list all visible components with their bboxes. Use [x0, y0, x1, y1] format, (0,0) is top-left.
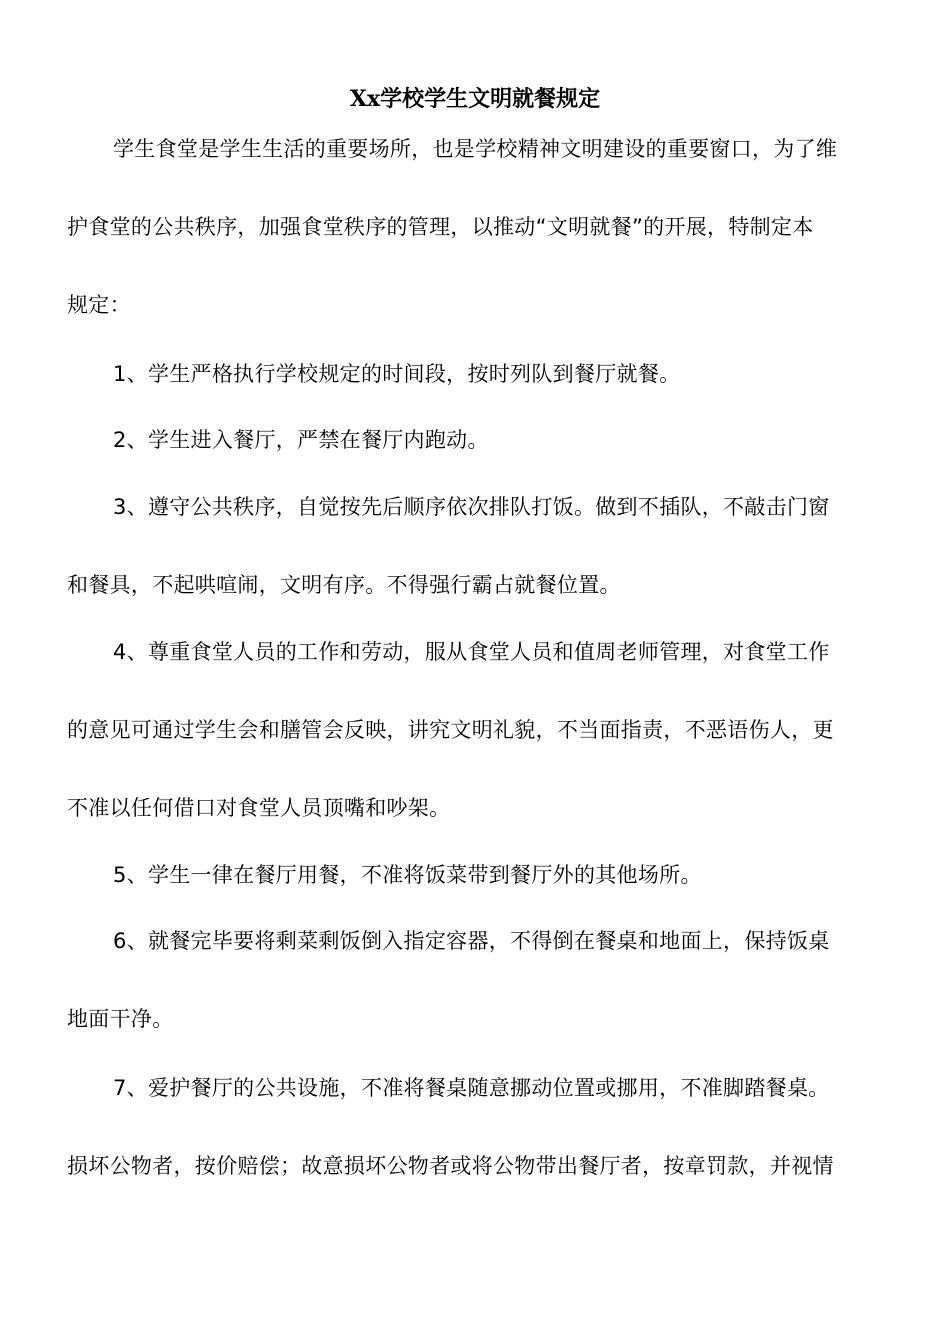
intro-line: 护食堂的公共秩序，加强食堂秩序的管理，以推动“文明就餐”的开展，特制定本 [67, 215, 814, 239]
rule-line: 2、学生进入餐厅，严禁在餐厅内跑动。 [113, 428, 489, 452]
rule-line: 1、学生严格执行学校规定的时间段，按时列队到餐厅就餐。 [113, 362, 681, 386]
rule-line: 5、学生一律在餐厅用餐，不准将饭菜带到餐厅外的其他场所。 [113, 863, 702, 887]
rule-line: 损坏公物者，按价赔偿；故意损坏公物者或将公物带出餐厅者，按章罚款，并视情 [67, 1154, 834, 1178]
rule-6 [67, 924, 883, 1080]
intro-paragraph [67, 132, 883, 366]
intro-line: 规定： [67, 293, 131, 317]
rule-line: 和餐具，不起哄喧闹，文明有序。不得强行霸占就餐位置。 [67, 573, 621, 597]
document-title: Xx学校学生文明就餐规定 [349, 86, 601, 112]
rule-2 [67, 423, 883, 457]
rule-7 [67, 1071, 883, 1227]
rule-line: 地面干净。 [67, 1007, 174, 1031]
rule-1 [67, 357, 883, 391]
intro-line: 学生食堂是学生生活的重要场所，也是学校精神文明建设的重要窗口，为了维 [113, 137, 838, 161]
rule-line: 3、遵守公共秩序，自觉按先后顺序依次排队打饭。做到不插队，不敲击门窗 [113, 495, 830, 519]
rule-line: 的意见可通过学生会和膳管会反映，讲究文明礼貌，不当面指责，不恶语伤人，更 [67, 718, 834, 742]
rule-4 [67, 635, 883, 869]
rule-5 [67, 858, 883, 892]
rule-line: 7、爱护餐厅的公共设施，不准将餐桌随意挪动位置或挪用，不准脚踏餐桌。 [113, 1076, 830, 1100]
rule-line: 4、尊重食堂人员的工作和劳动，服从食堂人员和值周老师管理，对食堂工作 [113, 640, 830, 664]
rule-line: 不准以任何借口对食堂人员顶嘴和吵架。 [67, 796, 451, 820]
rule-line: 6、就餐完毕要将剩菜剩饭倒入指定容器，不得倒在餐桌和地面上，保持饭桌 [113, 929, 830, 953]
rule-3 [67, 490, 883, 646]
